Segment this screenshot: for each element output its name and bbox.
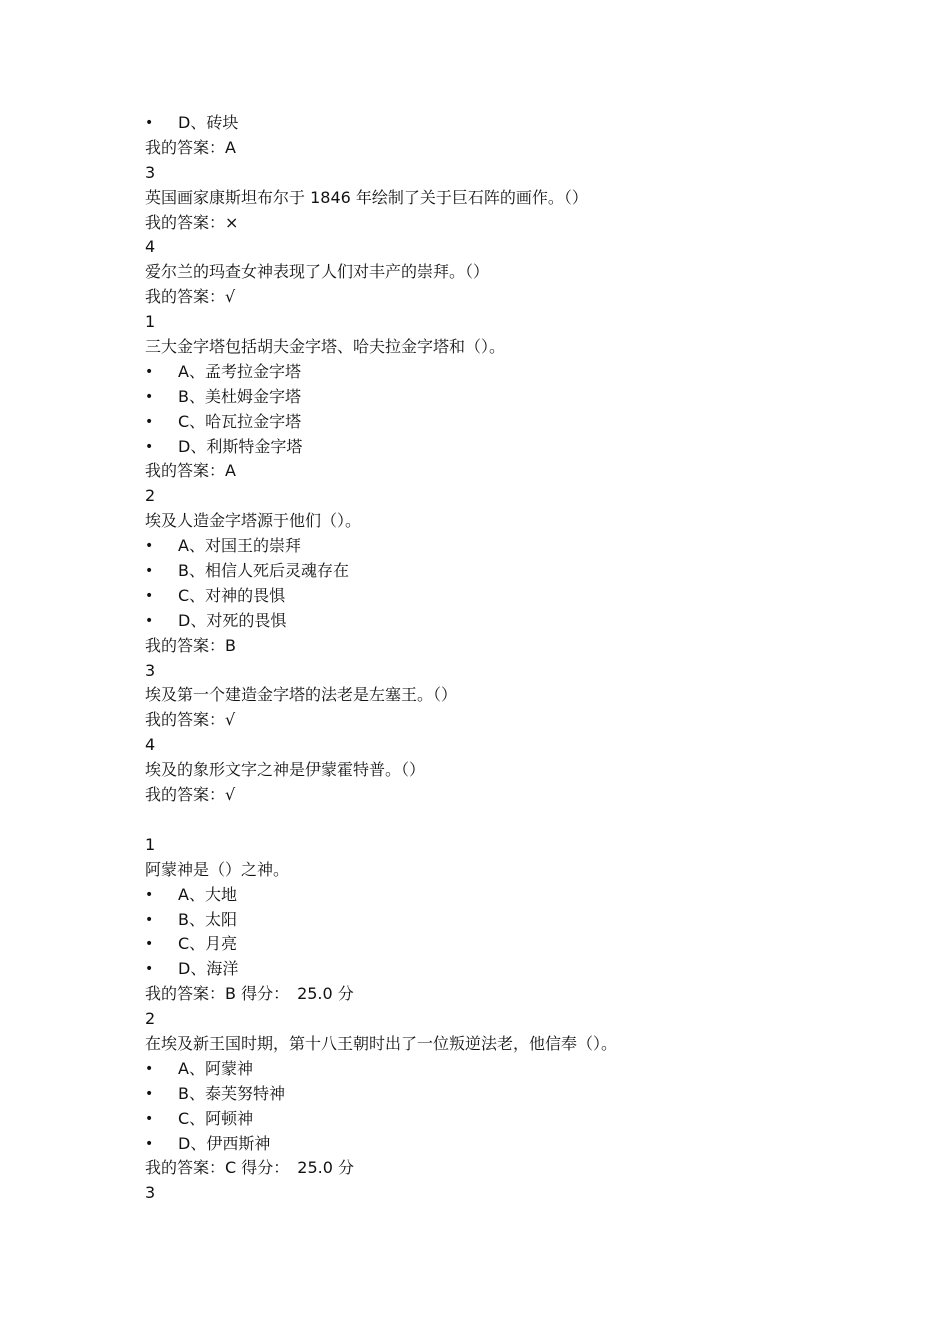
question-number: 2 [145, 486, 156, 506]
answer-option [145, 1082, 905, 1107]
option-text: B、泰芙努特神 [178, 1083, 285, 1103]
bullet-icon: • [145, 115, 154, 131]
quiz-document [145, 111, 905, 1206]
bullet-icon: • [145, 438, 154, 455]
my-answer: 我的答案：√ [145, 785, 236, 805]
answer-option [145, 360, 905, 385]
option-text: A、大地 [178, 884, 237, 904]
option-text: D、砖块 [178, 113, 239, 132]
answer-option [145, 609, 905, 634]
option-text: A、阿蒙神 [178, 1058, 253, 1078]
bullet-icon: • [145, 587, 154, 604]
bullet-icon: • [145, 538, 154, 555]
option-text: C、月亮 [178, 934, 238, 954]
question-text: 爱尔兰的玛查女神表现了人们对丰产的崇拜。（） [145, 262, 490, 282]
my-answer: 我的答案：B 得分： 25.0 分 [145, 984, 354, 1004]
option-text: D、伊西斯神 [178, 1133, 271, 1153]
answer-option [145, 957, 905, 982]
bullet-icon: • [145, 961, 154, 978]
option-text: A、对国王的崇拜 [178, 536, 301, 556]
bullet-icon: • [145, 1085, 154, 1102]
option-text: C、对神的畏惧 [178, 585, 286, 605]
my-answer: 我的答案：× [145, 212, 239, 232]
answer-option [145, 435, 905, 460]
answer-option [145, 584, 905, 609]
my-answer: 我的答案：A [145, 461, 236, 481]
bullet-icon: • [145, 1135, 154, 1152]
my-answer: 我的答案：C 得分： 25.0 分 [145, 1158, 354, 1178]
answer-option [145, 1132, 905, 1157]
answer-option [145, 111, 905, 136]
question-text: 英国画家康斯坦布尔于 1846 年绘制了关于巨石阵的画作。（） [145, 187, 588, 207]
question-text: 在埃及新王国时期，第十八王朝时出了一位叛逆法老，他信奉（）。 [145, 1033, 618, 1053]
option-text: D、利斯特金字塔 [178, 436, 303, 456]
answer-option [145, 559, 905, 584]
my-answer: 我的答案：A [145, 137, 236, 157]
answer-option [145, 534, 905, 559]
bullet-icon: • [145, 936, 154, 953]
question-text: 埃及人造金字塔源于他们（）。 [145, 511, 362, 531]
question-text: 埃及第一个建造金字塔的法老是左塞王。（） [145, 685, 458, 705]
answer-option [145, 1107, 905, 1132]
bullet-icon: • [145, 911, 154, 928]
bullet-icon: • [145, 886, 154, 903]
question-number: 2 [145, 1009, 156, 1029]
option-text: D、对死的畏惧 [178, 610, 287, 630]
option-text: A、孟考拉金字塔 [178, 361, 301, 381]
option-text: B、美杜姆金字塔 [178, 386, 301, 406]
my-answer: 我的答案：√ [145, 710, 236, 730]
answer-option [145, 410, 905, 435]
question-number: 4 [145, 237, 156, 257]
answer-option [145, 908, 905, 933]
option-text: C、哈瓦拉金字塔 [178, 411, 302, 431]
bullet-icon: • [145, 1060, 154, 1077]
bullet-icon: • [145, 612, 154, 629]
question-text: 阿蒙神是（）之神。 [145, 859, 290, 879]
answer-option [145, 385, 905, 410]
option-text: B、太阳 [178, 909, 237, 929]
bullet-icon: • [145, 1110, 154, 1127]
bullet-icon: • [145, 388, 154, 405]
option-text: B、相信人死后灵魂存在 [178, 561, 349, 581]
question-number: 4 [145, 735, 156, 755]
option-text: C、阿顿神 [178, 1108, 254, 1128]
bullet-icon: • [145, 413, 154, 430]
question-number: 1 [145, 834, 156, 854]
answer-option [145, 883, 905, 908]
my-answer: 我的答案：√ [145, 287, 236, 307]
question-text: 埃及的象形文字之神是伊蒙霍特普。（） [145, 760, 426, 780]
answer-option [145, 932, 905, 957]
bullet-icon: • [145, 363, 154, 380]
question-number: 3 [145, 660, 156, 680]
question-number: 3 [145, 162, 156, 182]
section-gap [145, 808, 905, 833]
option-text: D、海洋 [178, 959, 239, 979]
question-number: 1 [145, 312, 156, 332]
bullet-icon: • [145, 563, 154, 580]
my-answer: 我的答案：B [145, 635, 236, 655]
question-text: 三大金字塔包括胡夫金字塔、哈夫拉金字塔和（）。 [145, 337, 506, 357]
question-number: 3 [145, 1183, 156, 1203]
answer-option [145, 1057, 905, 1082]
